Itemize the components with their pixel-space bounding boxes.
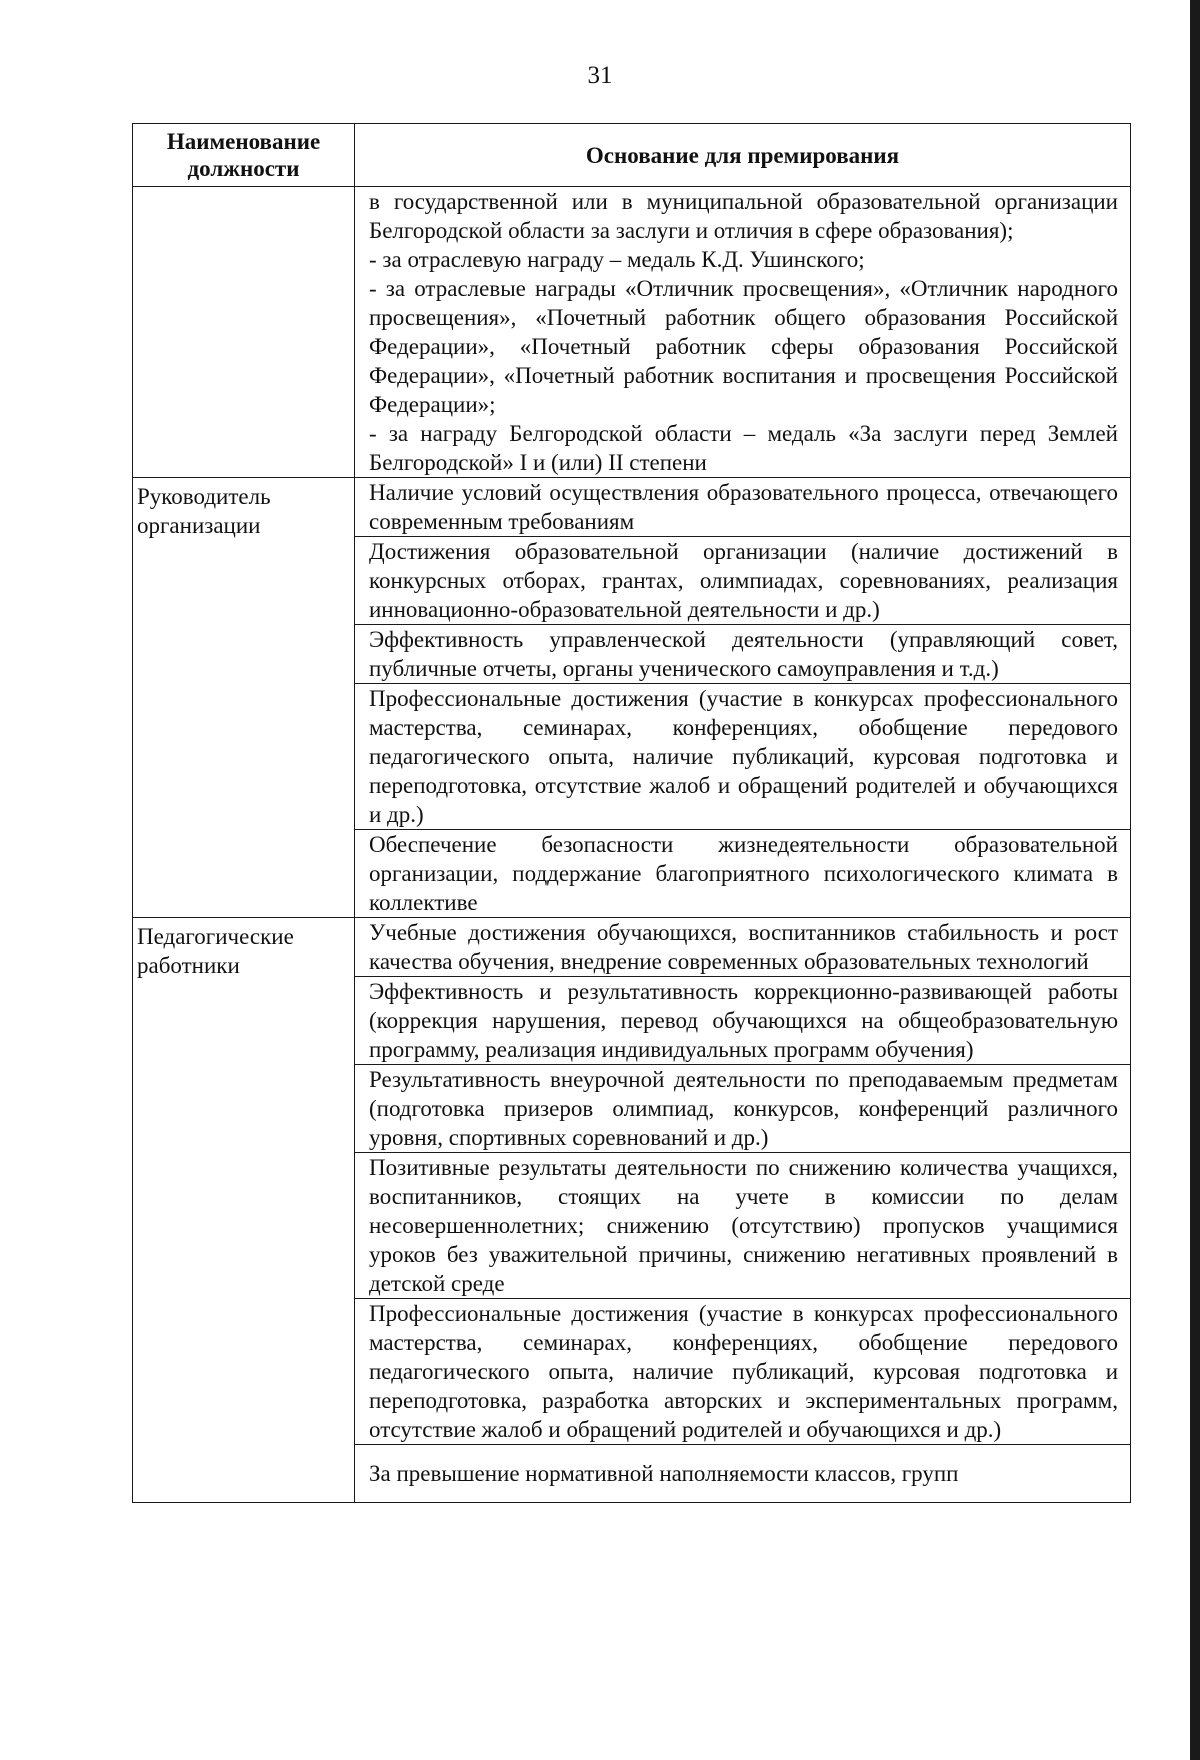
position-cell — [133, 187, 355, 478]
basis-cell: Достижения образовательной организации (наличие достижений в конкурсных отборах, грантах, олимпиадах, соревнованиях, реализация инновационно-образовательной деятельности и др.) — [355, 537, 1131, 625]
basis-cell: Эффективность и результативность коррекционно-развивающей работы (коррекция нарушения, перевод обучающихся на общеобразовательную программу, реализация индивидуальных программ обучения) — [355, 977, 1131, 1065]
bonus-criteria-table — [132, 123, 1131, 1503]
basis-cell: Учебные достижения обучающихся, воспитанников стабильность и рост качества обучения, внедрение современных образовательных технологий — [355, 918, 1131, 977]
table-row — [133, 478, 1131, 537]
basis-text: - за отраслевую награду – медаль К.Д. Ушинского; — [369, 247, 865, 272]
basis-cell: Наличие условий осуществления образовательного процесса, отвечающего современным требованиям — [355, 478, 1131, 537]
table-row — [133, 918, 1131, 977]
basis-cell: Профессиональные достижения (участие в конкурсах профессионального мастерства, семинарах, конференциях, обобщение передового педагогического опыта, наличие публикаций, курсовая подготовка и переподготовка, разработка авторских и экспериментальных программ, отсутствие жалоб и обращений родителей и обучающихся и др.) — [355, 1299, 1131, 1445]
table-row — [133, 187, 1131, 478]
position-cell-head: Руководитель организации — [133, 478, 355, 918]
basis-cell: Позитивные результаты деятельности по снижению количества учащихся, воспитанников, стоящих на учете в комиссии по делам несовершеннолетних; снижению (отсутствию) пропусков учащимися уроков без уважительной причины, снижению негативных проявлений в детской среде — [355, 1153, 1131, 1299]
basis-text: - за отраслевые награды «Отличник просвещения», «Отличник народного просвещения», «Почетный работник общего образования Российской Федерации», «Почетный работник сферы образования Российской Федерации», «Почетный работник воспитания и просвещения Российской Федерации»; — [369, 276, 1118, 417]
basis-cell: Профессиональные достижения (участие в конкурсах профессионального мастерства, семинарах, конференциях, обобщение передового педагогического опыта, наличие публикаций, курсовая подготовка и переподготовка, отсутствие жалоб и обращений родителей и обучающихся и др.) — [355, 684, 1131, 830]
basis-cell: Эффективность управленческой деятельности (управляющий совет, публичные отчеты, органы ученического самоуправления и т.д.) — [355, 625, 1131, 684]
basis-cell: За превышение нормативной наполняемости классов, групп — [355, 1445, 1131, 1503]
basis-cell: Результативность внеурочной деятельности по преподаваемым предметам (подготовка призеров олимпиад, конкурсов, конференций различного уровня, спортивных соревнований и др.) — [355, 1065, 1131, 1153]
page-number: 31 — [587, 62, 613, 89]
basis-cell: Обеспечение безопасности жизнедеятельности образовательной организации, поддержание благоприятного психологического климата в коллективе — [355, 830, 1131, 918]
position-cell-teachers: Педагогические работники — [133, 918, 355, 1503]
basis-cell — [355, 187, 1131, 478]
scan-border — [1190, 0, 1200, 1760]
table-header-row — [133, 124, 1131, 187]
basis-text: в государственной или в муниципальной образовательной организации Белгородской области за заслуги и отличия в сфере образования); — [369, 189, 1118, 243]
header-position: Наименование должности — [133, 124, 355, 187]
header-basis: Основание для премирования — [355, 124, 1131, 187]
basis-text: - за награду Белгородской области – медаль «За заслуги перед Землей Белгородской» I и (или) II степени — [369, 421, 1118, 475]
